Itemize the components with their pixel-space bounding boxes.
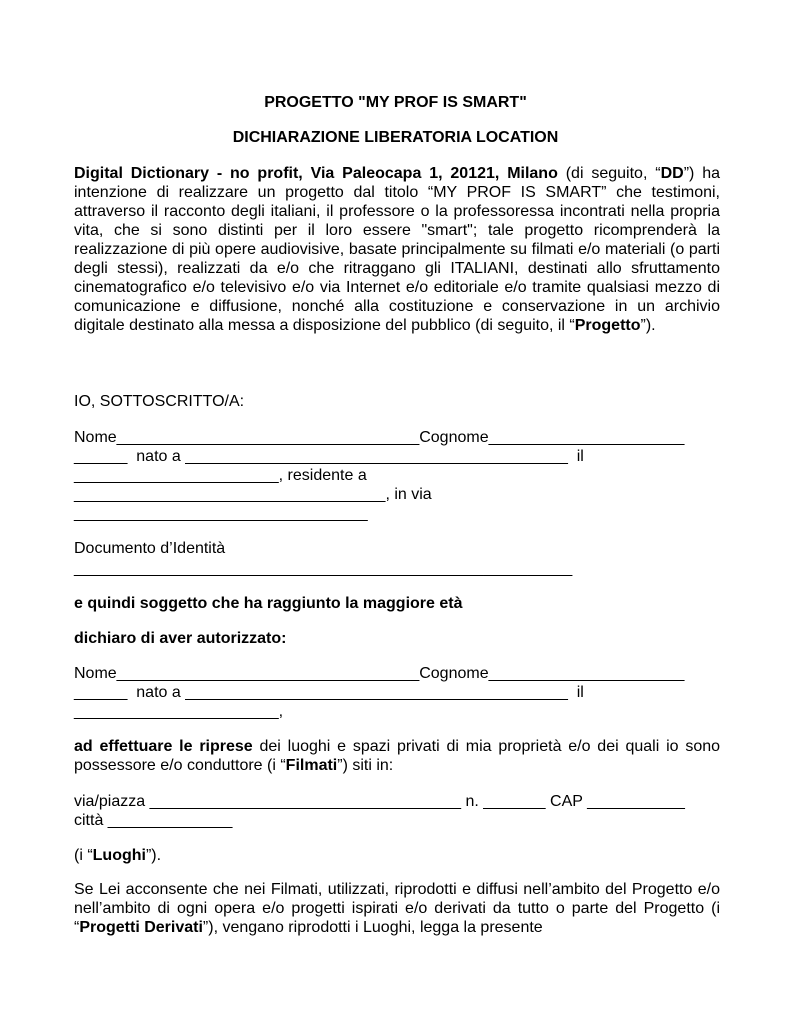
signer-city-field[interactable]: ___________________________________, in via [74, 486, 432, 503]
authorized-date-field[interactable]: _______________________, [74, 703, 284, 720]
progetti-derivati-term: Progetti Derivati [79, 919, 203, 936]
signer-residence-field[interactable]: _______________________, residente a [74, 467, 367, 484]
dd-term: DD [660, 165, 684, 182]
progetto-term: Progetto [574, 317, 641, 334]
authorize-heading: dichiaro di aver autorizzato: [74, 630, 287, 647]
page-title: PROGETTO "MY PROF IS SMART" [264, 94, 527, 111]
luoghi-paragraph: (i “Luoghi”). [74, 847, 162, 864]
age-statement: e quindi soggetto che ha raggiunto la maggiore età [74, 595, 463, 612]
signer-name-field[interactable]: Nome__________________________________Cognome______________________ [74, 429, 685, 446]
authorized-name-field[interactable]: Nome__________________________________Cognome______________________ [74, 665, 685, 682]
document-field[interactable]: ________________________________________________________ [74, 560, 573, 577]
signer-heading: IO, SOTTOSCRITTO/A: [74, 393, 245, 410]
page-subtitle: DICHIARAZIONE LIBERATORIA LOCATION [232, 129, 559, 146]
signer-birth-field[interactable]: ______ nato a ___________________________________________ il [74, 448, 584, 465]
shooting-bold: ad effettuare le riprese [74, 738, 253, 755]
filmati-term: Filmati [285, 757, 338, 774]
closing-paragraph: Se Lei acconsente che nei Filmati, utilizzati, riprodotti e diffusi nell’ambito del Progetto e/o nell’ambito di ogni opera e/o progetti ispirati e/o derivati da tutto o parte del Progetto (i “Progetti Derivati”), vengano riprodotti i Luoghi, legga la presente [74, 881, 720, 936]
document-label: Documento d’Identità [74, 540, 226, 557]
shooting-paragraph: ad effettuare le riprese dei luoghi e spazi privati di mia proprietà e/o dei quali io sono possessore e/o conduttore (i “Filmati”) siti in: [74, 738, 721, 774]
luoghi-term: Luoghi [92, 847, 146, 864]
address-field[interactable]: via/piazza ___________________________________ n. _______ CAP ___________ [74, 793, 685, 810]
signer-street-field[interactable]: _________________________________ [74, 505, 368, 522]
city-field[interactable]: città ______________ [74, 812, 233, 829]
authorized-birth-field[interactable]: ______ nato a ___________________________________________ il [74, 684, 584, 701]
intro-paragraph: Digital Dictionary - no profit, Via Paleocapa 1, 20121, Milano (di seguito, “DD”) ha intenzione di realizzare un progetto dal titolo “MY PROF IS SMART” che testimoni, attraverso il racconto degli italiani, il professore o la professoressa incontrati nella propria vita, che si sono distinti per il loro essere "smart"; tale progetto ricomprenderà la realizzazione di più opere audiovisive, basate principalmente su filmati e/o materiali (o parti degli stessi), realizzati da e/o che ritraggano gli ITALIANI, destinati allo sfruttamento cinematografico e/o televisivo e/o via Internet e/o editoriale e/o tramite qualsiasi mezzo di comunicazione e diffusione, nonché alla costituzione e conservazione in un archivio digitale destinato alla messa a disposizione del pubblico (di seguito, il “Progetto”). [74, 165, 720, 334]
organization-name: Digital Dictionary - no profit, Via Paleocapa 1, 20121, Milano [74, 165, 558, 182]
